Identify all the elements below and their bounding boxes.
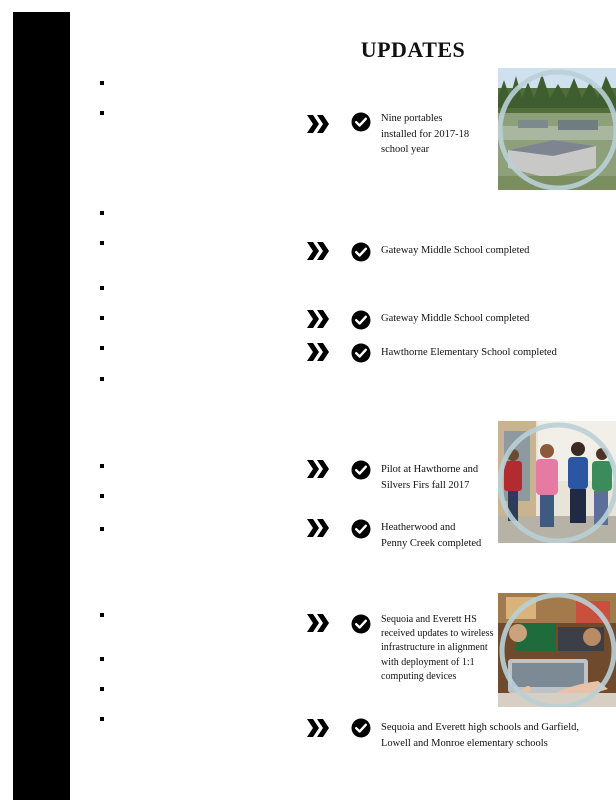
check-circle-icon — [351, 112, 371, 132]
bullet-marker — [100, 81, 104, 85]
page-title: UPDATES — [360, 37, 466, 62]
bullet-marker — [100, 527, 104, 531]
left-sidebar-bar — [13, 12, 70, 800]
update-text: Pilot at Hawthorne and Silvers Firs fall 2017 — [381, 464, 479, 491]
update-text: Gateway Middle School completed — [381, 313, 530, 324]
bullet-marker — [100, 346, 104, 350]
bullet-marker — [100, 464, 104, 468]
check-circle-icon — [351, 519, 371, 539]
update-text: Nine portables installed for 2017-18 school year — [381, 113, 470, 155]
portables-aerial-photo — [498, 68, 616, 190]
check-circle-icon — [351, 614, 371, 634]
bullet-marker — [100, 494, 104, 498]
students-walking-photo — [498, 421, 616, 543]
check-circle-icon — [351, 242, 371, 262]
chevron-double-right-icon — [306, 309, 332, 329]
chevron-double-right-icon — [306, 613, 332, 633]
check-circle-icon — [351, 310, 371, 330]
update-text: Sequoia and Everett HS received updates to wireless infrastructure in alignment with deployment of 1:1 computing devices — [381, 614, 494, 682]
update-text: Hawthorne Elementary School completed — [381, 347, 557, 358]
chevron-double-right-icon — [306, 114, 332, 134]
bullet-marker — [100, 657, 104, 661]
chevron-double-right-icon — [306, 518, 332, 538]
bullet-marker — [100, 111, 104, 115]
update-text: Sequoia and Everett high schools and Garfield, Lowell and Monroe elementary schools — [381, 722, 579, 749]
bullet-marker — [100, 211, 104, 215]
bullet-marker — [100, 377, 104, 381]
chevron-double-right-icon — [306, 241, 332, 261]
check-circle-icon — [351, 460, 371, 480]
bullet-marker — [100, 687, 104, 691]
students-laptops-photo — [498, 593, 616, 707]
chevron-double-right-icon — [306, 459, 332, 479]
check-circle-icon — [351, 718, 371, 738]
bullet-marker — [100, 241, 104, 245]
bullet-marker — [100, 286, 104, 290]
bullet-marker — [100, 717, 104, 721]
check-circle-icon — [351, 343, 371, 363]
bullet-marker — [100, 613, 104, 617]
bullet-marker — [100, 316, 104, 320]
chevron-double-right-icon — [306, 718, 332, 738]
update-text: Heatherwood and Penny Creek completed — [381, 522, 482, 549]
chevron-double-right-icon — [306, 342, 332, 362]
update-text: Gateway Middle School completed — [381, 245, 530, 256]
